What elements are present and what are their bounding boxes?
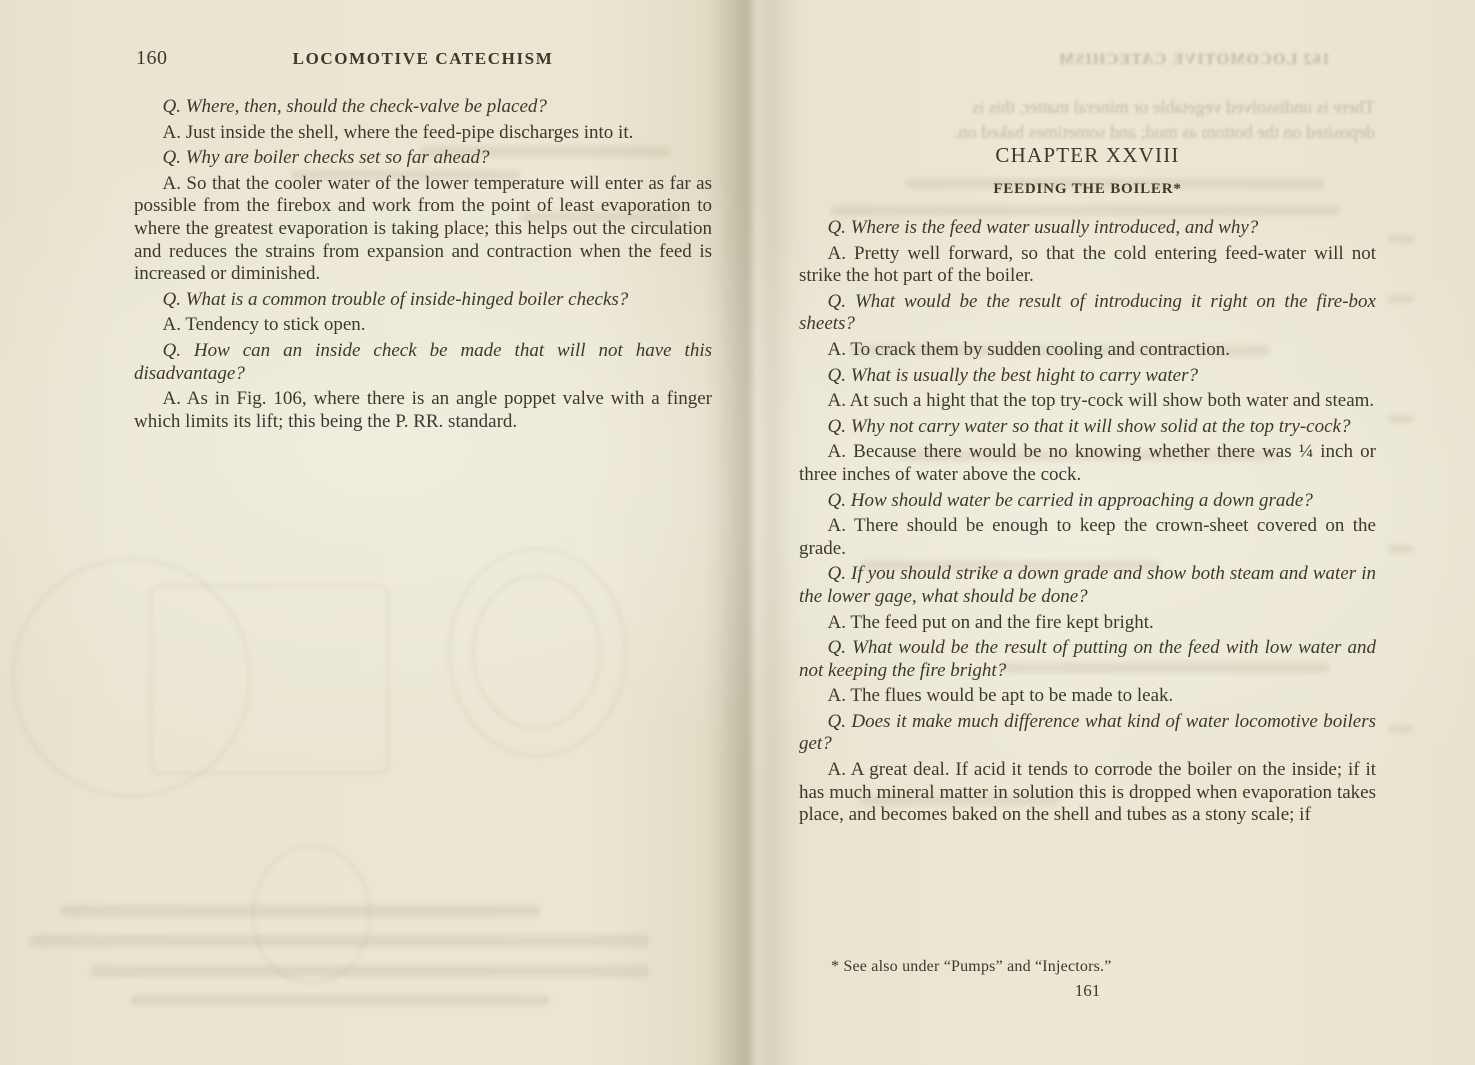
ghost-smudge xyxy=(1388,415,1414,423)
question-paragraph: Q. How should water be carried in approaching a down grade? xyxy=(827,489,1313,511)
chapter-subheading: FEEDING THE BOILER* xyxy=(993,181,1182,197)
question-paragraph: Q. Where is the feed water usually introduced, and why? xyxy=(827,217,1259,238)
answer-paragraph: A. At such a hight that the top try-cock will show both water and steam. xyxy=(827,390,1375,412)
answer-paragraph: A. As in Fig. 106, where there is an angle poppet valve with a finger which limits its lift; this being the P. RR. standard. xyxy=(134,388,712,432)
question-paragraph: Q. Where, then, should the check-valve be placed? xyxy=(162,96,547,117)
footnote: * See also under “Pumps” and “Injectors.” xyxy=(831,958,1112,975)
right-page-body xyxy=(799,217,1376,827)
answer-paragraph: A. Just inside the shell, where the feed-pipe discharges into it. xyxy=(162,121,634,143)
question-paragraph: Q. What would be the result of putting on the feed with low water and not keeping the fire bright? xyxy=(799,637,1376,681)
ghost-bleedthrough-line: There is undissolved vegetable or mineral matter, this is xyxy=(972,97,1375,117)
ghost-figure-circle xyxy=(472,575,601,729)
left-page-header xyxy=(134,47,712,71)
ghost-smudge xyxy=(1388,295,1414,303)
ghost-smudge xyxy=(1388,545,1414,553)
ghost-figure-rect xyxy=(150,585,389,774)
answer-paragraph: A. So that the cooler water of the lower temperature will enter as far as possible from the firebox and work from the point of least evaporation to where the greatest evaporation is taking place; this helps out the circulation and reduces the strains from expansion and contraction when the feed is increased or diminished. xyxy=(134,172,712,285)
ghost-bleedthrough-line: deposited on the bottom as mud; and sometimes baked on. xyxy=(954,122,1375,142)
answer-paragraph: A. Tendency to stick open. xyxy=(162,314,366,336)
page-number-right: 161 xyxy=(1074,981,1101,1000)
ghost-smudge xyxy=(1388,235,1414,243)
question-paragraph: Q. What is a common trouble of inside-hinged boiler checks? xyxy=(162,288,629,310)
question-paragraph: Q. If you should strike a down grade and show both steam and water in the lower gage, what should be done? xyxy=(799,563,1376,607)
ghost-smudge xyxy=(1388,725,1414,733)
question-paragraph: Q. What is usually the best hight to carry water? xyxy=(827,364,1198,386)
ghost-smudge xyxy=(830,205,1340,216)
ghost-smudge xyxy=(30,935,650,947)
ghost-bleedthrough-header: 162 LOCOMOTIVE CATECHISM xyxy=(1057,51,1330,68)
book-gutter-crease xyxy=(715,0,795,1065)
answer-paragraph: A. The flues would be apt to be made to leak. xyxy=(827,685,1174,707)
answer-paragraph: A. A great deal. If acid it tends to corrode the boiler on the inside; if it has much mineral matter in solution this is dropped when evaporation takes place, and becomes baked on the shell and tubes as a stony scale; if xyxy=(799,759,1376,826)
page-number-left: 160 xyxy=(136,47,168,69)
answer-paragraph: A. Because there would be no knowing whether there was ¼ inch or three inches of water above the cock. xyxy=(799,441,1376,485)
ghost-smudge xyxy=(130,995,550,1006)
left-page-body xyxy=(134,96,712,433)
answer-paragraph: A. To crack them by sudden cooling and contraction. xyxy=(827,338,1230,360)
question-paragraph: Q. Why are boiler checks set so far ahead? xyxy=(162,147,490,169)
running-title: LOCOMOTIVE CATECHISM xyxy=(292,49,554,68)
chapter-heading: CHAPTER XXVIII xyxy=(995,143,1180,167)
answer-paragraph: A. The feed put on and the fire kept bright. xyxy=(827,611,1154,633)
question-paragraph: Q. Why not carry water so that it will show solid at the top try-cock? xyxy=(827,415,1351,437)
answer-paragraph: A. Pretty well forward, so that the cold entering feed-water will not strike the hot part of the boiler. xyxy=(799,242,1376,287)
ghost-smudge xyxy=(60,905,540,917)
answer-paragraph: A. There should be enough to keep the crown-sheet covered on the grade. xyxy=(799,515,1376,559)
question-paragraph: Q. What would be the result of introducing it right on the fire-box sheets? xyxy=(799,290,1376,335)
question-paragraph: Q. Does it make much difference what kind of water locomotive boilers get? xyxy=(799,710,1376,755)
ghost-smudge xyxy=(90,965,650,977)
question-paragraph: Q. How can an inside check be made that will not have this disadvantage? xyxy=(134,339,712,384)
